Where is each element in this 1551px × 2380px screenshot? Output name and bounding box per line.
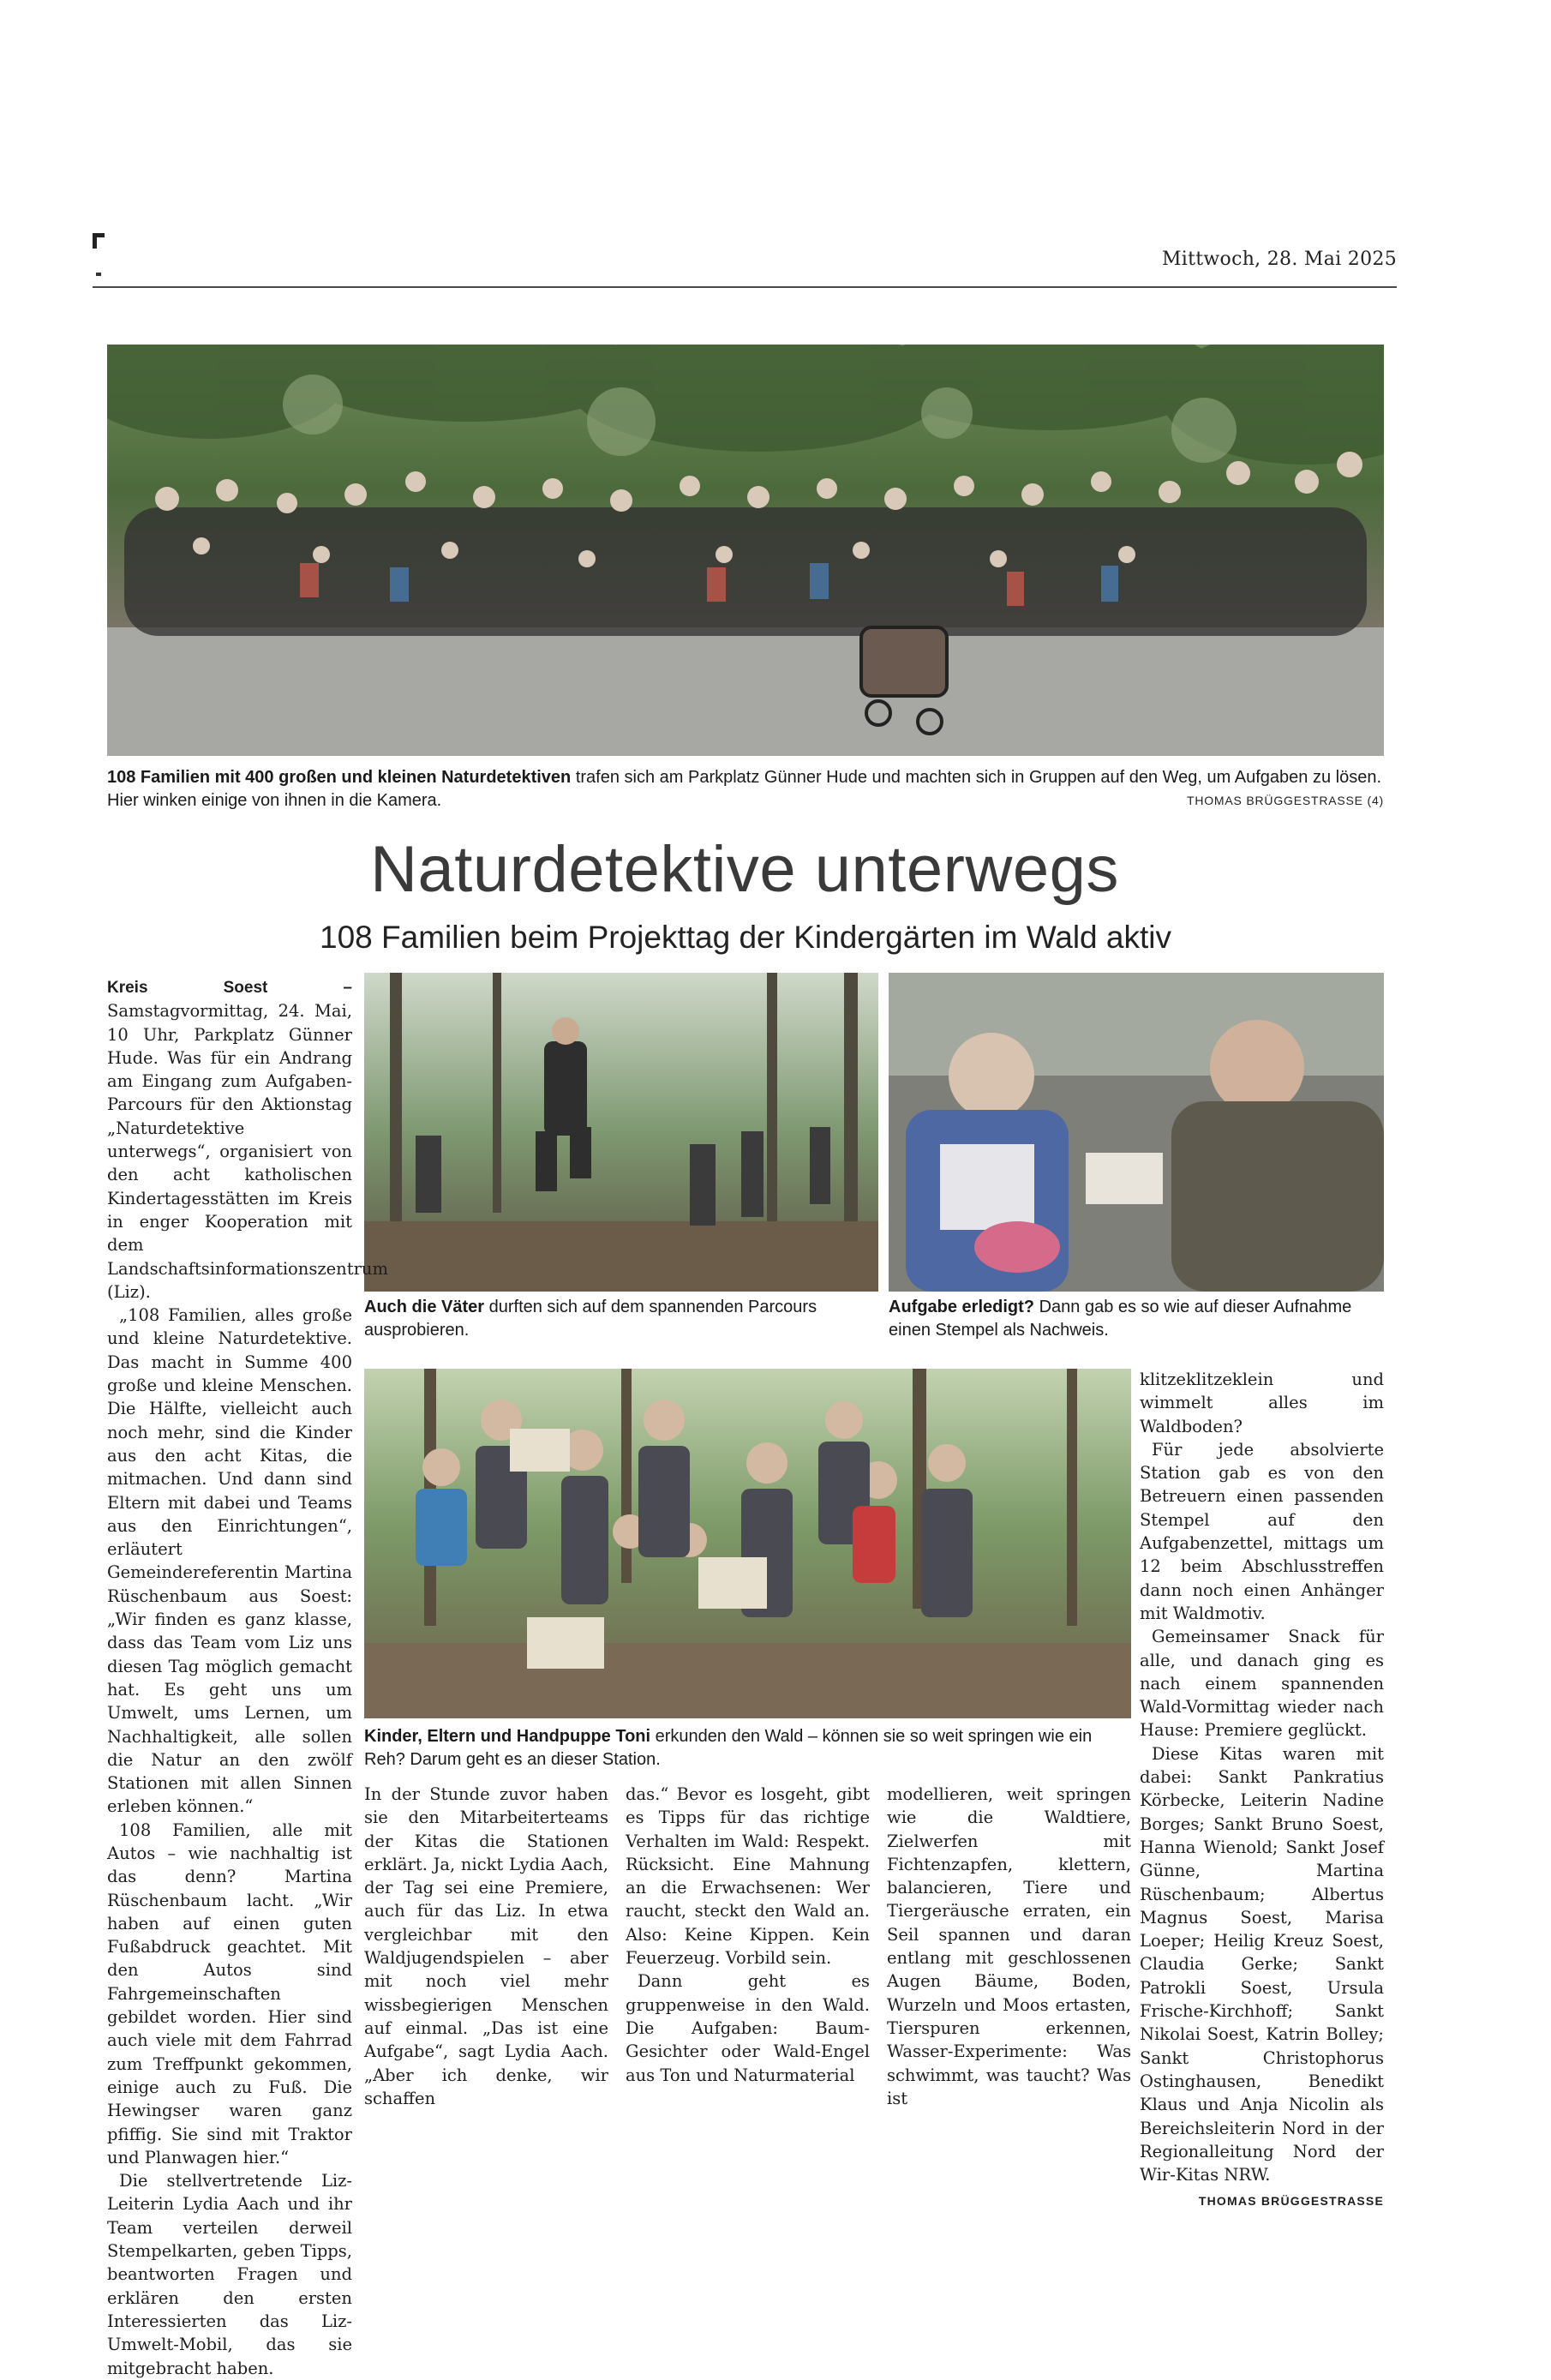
article-column-3 [626, 1783, 870, 2087]
paragraph: Für jede absolvierte Station gab es von den Betreuern einen passenden Stempel auf den Aufgabenzettel, mittags um 12 beim Abschlusstreffen dann noch einen Anhänger mit Waldmotiv. [1140, 1439, 1384, 1623]
paragraph: „108 Familien, alles große und kleine Naturdetektive. Das macht in Summe 400 große und kleine Menschen. Die Hälfte, vielleicht auch noch mehr, sind die Kinder aus den acht Kitas, die mitmachen. Und dann sind Eltern mit dabei und Teams aus den Einrichtungen“, erläutert Gemeindereferentin Martina Rüschenbaum aus Soest: „Wir finden es ganz klasse, dass das Team vom Liz uns diesen Tag möglich gemacht hat. Es geht uns um Umwelt, ums Lernen, um Nachhaltigkeit, alle sollen die Natur an den zwölf Stationen mit allen Sinnen erleben können.“ [107, 1305, 352, 1817]
group-photo [107, 345, 1384, 756]
article-column-2 [364, 1783, 608, 2110]
article-column-5 [1140, 1368, 1384, 2214]
photo-credit: THOMAS BRÜGGESTRASSE (4) [1186, 794, 1384, 807]
caption-text: Dann gab es so wie auf dieser Aufnahme einen Stempel als Nachweis. [889, 1298, 1352, 1340]
header-rule [93, 286, 1397, 288]
dateline: Kreis Soest – [107, 979, 352, 997]
families-photo-caption [364, 1725, 1131, 1772]
fathers-photo [364, 973, 878, 1292]
corner-dot-mark [96, 273, 101, 276]
caption-bold: Auch die Väter [364, 1298, 485, 1316]
caption-text: trafen sich am Parkplatz Günner Hude und machten sich in Gruppen auf den Weg, um Aufgaben zu lösen. Hier winken einige von ihnen in die Kamera. [107, 768, 1382, 810]
caption-bold: Aufgabe erledigt? [889, 1298, 1035, 1316]
paragraph: Die stellvertretende Liz-Leiterin Lydia Aach und ihr Team verteilen derweil Stempelkarten, geben Tipps, beantworten Fragen und erklären den ersten Interessierten das Liz-Umwelt-Mobil, das sie mitgebracht haben. [107, 2171, 352, 2378]
article-column-1 [107, 975, 388, 2380]
paragraph: Diese Kitas waren mit dabei: Sankt Pankratius Körbecke, Leiterin Nadine Borges; Sankt Bruno Soest, Hanna Wienold; Sankt Josef Günne, Martina Rüschenbaum; Albertus Magnus Soest, Marisa Loeper; Heilig Kreuz Soest, Claudia Gerke; Sankt Patrokli Soest, Ursula Frische-Kirchhoff; Sankt Nikolai Soest, Katrin Bolley; Sankt Christophorus Ostinghausen, Benedikt Klaus und Anja Nicolin als Bereichsleiterin Nord in der Regionalleitung Nord der Wir-Kitas NRW. [1140, 1743, 1384, 2185]
corner-crop-mark [93, 233, 105, 249]
paragraph: das.“ Bevor es losgeht, gibt es Tipps für das richtige Verhalten im Wald: Respekt. Rücksicht. Eine Mahnung an die Erwachsenen: Wer raucht, steckt den Wald an. Also: Keine Kippen. Kein Feuerzeug. Vorbild sein. [626, 1784, 870, 1969]
paragraph-text: Samstagvormittag, 24. Mai, 10 Uhr, Parkplatz Günner Hude. Was für ein Andrang am Eingang zum Aufgaben-Parcours für den Aktionstag „Naturdetektive unterwegs“, organisiert von den acht katholischen Kindertagesstätten im Kreis in enger Kooperation mit dem Landschaftsinformationszentrum (Liz). [107, 1001, 388, 1302]
article-subheadline: 108 Familien beim Projekttag der Kindergärten im Wald aktiv [320, 920, 1171, 955]
families-photo [364, 1369, 1131, 1718]
paragraph: Dann geht es gruppenweise in den Wald. Die Aufgaben: Baum-Gesichter oder Wald-Engel aus Ton und Naturmaterial [626, 1971, 870, 2085]
caption-bold: Kinder, Eltern und Handpuppe Toni [364, 1727, 651, 1746]
stamp-photo [889, 973, 1384, 1292]
page-date: Mittwoch, 28. Mai 2025 [1161, 249, 1397, 270]
paragraph: 108 Familien, alle mit Autos – wie nachhaltig ist das denn? Martina Rüschenbaum lacht. „Wir haben auf einen guten Fußabdruck geachtet. Mit den Autos sind Fahrgemeinschaften gebildet worden. Hier sind auch viele mit dem Fahrrad zum Treffpunkt gekommen, einige auch zu Fuß. Die Hewingser waren ganz pfiffig. Sie sind mit Traktor und Planwagen hier.“ [107, 1819, 352, 2167]
article-column-4 [887, 1783, 1131, 2110]
paragraph: klitzeklitzeklein und wimmelt alles im Waldboden? [1140, 1370, 1384, 1436]
paragraph: In der Stunde zuvor haben sie den Mitarbeiterteams der Kitas die Stationen erklärt. Ja, nickt Lydia Aach, der Tag sei eine Premiere, auch für das Liz. In etwa vergleichbar mit den Waldjugendspielen – aber mit noch viel mehr wissbegierigen Menschen auf einmal. „Das ist eine Aufgabe“, sagt Lydia Aach. „Aber ich denke, wir schaffen [364, 1784, 608, 2108]
paragraph: modellieren, weit springen wie die Waldtiere, Zielwerfen mit Fichtenzapfen, klettern, balancieren, Tiere und Tiergeräusche erraten, ein Seil spannen und daran entlang mit geschlossenen Augen Bäume, Boden, Wurzeln und Moos ertasten, Tierspuren erkennen, Wasser-Experimente: Was schwimmt, was taucht? Was ist [887, 1784, 1131, 2108]
caption-text: durften sich auf dem spannenden Parcours ausprobieren. [364, 1298, 817, 1340]
caption-bold: 108 Familien mit 400 großen und kleinen Naturdetektiven [107, 768, 572, 787]
paragraph [107, 975, 388, 1304]
article-author: THOMAS BRÜGGESTRASSE [1198, 2194, 1384, 2209]
stamp-photo-caption [889, 1296, 1384, 1342]
article-headline: Naturdetektive unterwegs [370, 833, 1119, 906]
paragraph: Gemeinsamer Snack für alle, und danach ging es nach einem spannenden Wald-Vormittag wieder nach Hause: Premiere geglückt. [1140, 1627, 1384, 1741]
fathers-photo-caption [364, 1296, 878, 1342]
caption-text: erkunden den Wald – können sie so weit springen wie ein Reh? Darum geht es an dieser Station. [364, 1727, 1093, 1769]
